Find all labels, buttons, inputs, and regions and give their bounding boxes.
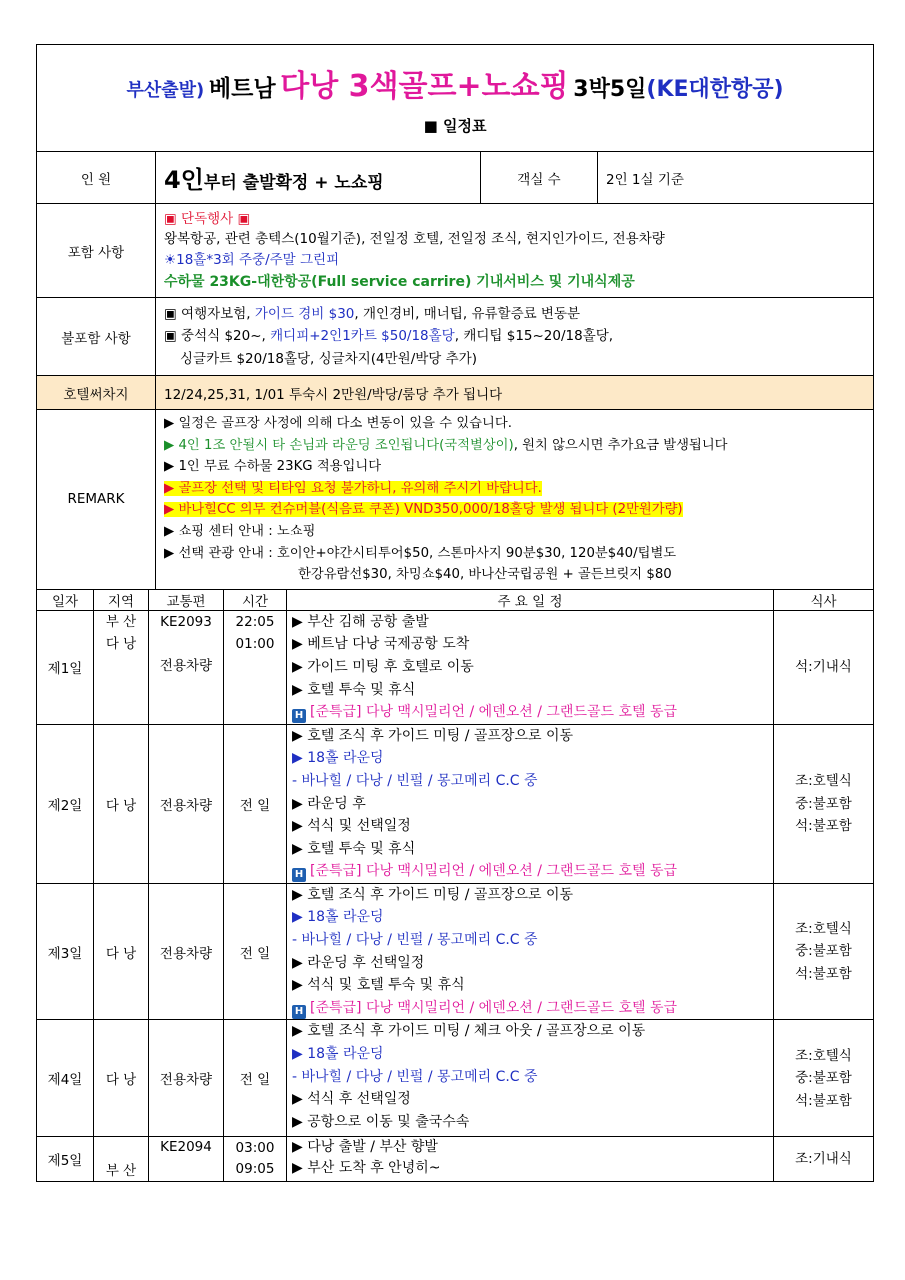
remark-3: ▶ 1인 무료 수하물 23KG 적용입니다 — [164, 459, 382, 475]
day-transport: 전용차량 — [149, 1020, 224, 1137]
title-airline: (KE대한항공) — [646, 76, 784, 102]
day-region — [94, 610, 149, 724]
header-time: 시간 — [224, 589, 287, 610]
day-row — [37, 724, 874, 883]
header-meal: 식사 — [774, 589, 874, 610]
time-2: 09:05 — [235, 1161, 275, 1178]
schedule-line: ▶ 석식 및 선택일정 — [292, 818, 411, 835]
day-region: 다 낭 — [94, 1020, 149, 1137]
excluded-guide-fee: 가이드 경비 $30 — [254, 305, 355, 322]
hotel-h-icon: H — [292, 1005, 306, 1019]
remark-4-text: ▶ 골프장 선택 및 티타임 요청 불가하니, 유의해 주시기 바랍니다. — [164, 480, 542, 496]
remark-5-text: ▶ 바나힐CC 의무 컨슈머블(식음료 쿠폰) VND350,000/18홀당 발생 됩니다 (2만원가량) — [164, 502, 683, 518]
people-rest: 부터 출발확정 + 노쇼핑 — [203, 173, 384, 193]
day-meal: 석:기내식 — [774, 610, 874, 724]
schedule-line: ▶ 호텔 투숙 및 휴식 — [292, 681, 416, 698]
title-main: 다낭 3색골프+노쇼핑 — [280, 68, 569, 104]
people-bold: 4인 — [164, 166, 204, 194]
hotel-line — [287, 997, 773, 1020]
day-transport: 전용차량 — [149, 724, 224, 883]
remark-1: ▶ 일정은 골프장 사정에 의해 다소 변동이 있을 수 있습니다. — [164, 416, 512, 431]
remark-4 — [164, 478, 865, 500]
excluded-caddie-fee: 캐디피+2인1카트 $50/18홀당 — [270, 328, 455, 345]
time-2: 01:00 — [235, 635, 275, 652]
hotel-line — [287, 860, 773, 883]
subtitle: ■ 일정표 — [423, 116, 487, 135]
included-items: 왕복항공, 관련 총텍스(10월기준), 전일정 호텔, 전일정 조식, 현지인가이드, 전용차량 — [164, 230, 665, 247]
day-row — [37, 883, 874, 1020]
included-label: 포함 사항 — [37, 204, 156, 298]
surcharge-value: 12/24,25,31, 1/01 투숙시 2만원/박당/룸당 추가 됩니다 — [156, 376, 874, 410]
day-label: 제1일 — [37, 610, 94, 724]
schedule-line: - 바나힐 / 다낭 / 빈펄 / 몽고메리 C.C 중 — [292, 932, 538, 949]
day-time — [224, 1137, 287, 1182]
meal-breakfast: 조:호텔식 — [795, 920, 852, 937]
rooms-value: 2인 1실 기준 — [598, 152, 874, 204]
day-meal — [774, 724, 874, 883]
schedule-line: ▶ 베트남 다낭 국제공항 도착 — [292, 636, 470, 653]
day-meal — [774, 1020, 874, 1137]
schedule-line: ▶ 18홀 라운딩 — [292, 1046, 384, 1063]
day-row — [37, 1020, 874, 1137]
header-transport: 교통편 — [149, 589, 224, 610]
hotel-text: [준특급] 다낭 맥시밀리언 / 에덴오션 / 그랜드골드 호텔 동급 — [310, 863, 678, 880]
schedule-line: - 바나힐 / 다낭 / 빈펄 / 몽고메리 C.C 중 — [292, 1068, 538, 1085]
day-time — [224, 610, 287, 724]
meal-dinner: 석:불포함 — [795, 818, 852, 835]
region-1: 부 산 — [105, 613, 137, 630]
day-label: 제2일 — [37, 724, 94, 883]
included-greenfee: ☀18홀*3회 주중/주말 그린피 — [164, 251, 340, 268]
day-row — [37, 610, 874, 724]
schedule-line: ▶ 18홀 라운딩 — [292, 750, 384, 767]
day-schedule — [287, 1137, 774, 1182]
meal-breakfast: 조:호텔식 — [795, 1047, 852, 1064]
excluded-line1 — [164, 303, 865, 326]
day-label: 제4일 — [37, 1020, 94, 1137]
title-duration: 3박5일 — [573, 76, 647, 102]
day-time: 전 일 — [224, 1020, 287, 1137]
day-region: 다 낭 — [94, 883, 149, 1020]
day-schedule — [287, 610, 774, 724]
meal-breakfast: 조:호텔식 — [795, 773, 852, 790]
schedule-line: ▶ 호텔 투숙 및 휴식 — [292, 840, 416, 857]
remark-8: 한강유람선$30, 차밍쇼$40, 바나산국립공원 + 골든브릿지 $80 — [298, 567, 672, 583]
schedule-line: ▶ 가이드 미팅 후 호텔로 이동 — [292, 658, 474, 675]
day-region: 부 산 — [94, 1137, 149, 1182]
page-title — [37, 61, 873, 105]
day-meal — [774, 883, 874, 1020]
day-transport — [149, 610, 224, 724]
remark-label: REMARK — [37, 410, 156, 590]
hotel-h-icon: H — [292, 868, 306, 882]
day-transport: 전용차량 — [149, 883, 224, 1020]
excluded-line3: 싱글카트 $20/18홀당, 싱글차지(4만원/박당 추가) — [180, 350, 477, 367]
meal-lunch: 중:불포함 — [795, 795, 852, 812]
schedule-line: ▶ 호텔 조식 후 가이드 미팅 / 골프장으로 이동 — [292, 886, 573, 903]
day-schedule — [287, 883, 774, 1020]
time-1: 03:00 — [235, 1140, 275, 1157]
people-value — [156, 152, 481, 204]
meal-dinner: 석:불포함 — [795, 1092, 852, 1109]
excluded-l2a: ▣ 중석식 $20~, — [164, 328, 271, 345]
info-table — [36, 44, 874, 590]
day-schedule — [287, 724, 774, 883]
day-meal: 조:기내식 — [774, 1137, 874, 1182]
included-exclusive: ▣ 단독행사 ▣ — [164, 210, 251, 227]
excluded-l2c: , 캐디팁 $15~20/18홀당, — [454, 328, 614, 345]
flight-number: KE2093 — [160, 613, 212, 630]
hotel-text: [준특급] 다낭 맥시밀리언 / 에덴오션 / 그랜드골드 호텔 동급 — [310, 704, 678, 721]
title-cell — [37, 45, 874, 152]
transport-vehicle: 전용차량 — [159, 657, 213, 674]
day-label: 제3일 — [37, 883, 94, 1020]
surcharge-label: 호텔써차지 — [37, 376, 156, 410]
meal-dinner: 석:불포함 — [795, 965, 852, 982]
schedule-line: ▶ 라운딩 후 — [292, 795, 366, 812]
schedule-line: ▶ 라운딩 후 선택일정 — [292, 954, 425, 971]
schedule-header — [37, 589, 874, 610]
remark-cell — [156, 410, 874, 590]
day-row — [37, 1137, 874, 1182]
excluded-l1c: , 개인경비, 매너팁, 유류할증료 변동분 — [354, 305, 581, 322]
schedule-line: ▶ 석식 후 선택일정 — [292, 1091, 411, 1108]
schedule-line: ▶ 공항으로 이동 및 출국수속 — [292, 1113, 470, 1130]
time-1: 22:05 — [235, 613, 275, 630]
day-region: 다 낭 — [94, 724, 149, 883]
itinerary-document — [36, 44, 873, 1182]
remark-6: ▶ 쇼핑 센터 안내 : 노쇼핑 — [164, 523, 316, 539]
schedule-line: ▶ 부산 도착 후 안녕히~ — [292, 1160, 441, 1177]
hotel-text: [준특급] 다낭 맥시밀리언 / 에덴오션 / 그랜드골드 호텔 동급 — [310, 999, 678, 1016]
schedule-line: ▶ 부산 김해 공항 출발 — [292, 613, 429, 630]
remark-2b: , 원치 않으시면 추가요금 발생됩니다 — [513, 437, 728, 453]
people-label: 인 원 — [37, 152, 156, 204]
schedule-line: - 바나힐 / 다낭 / 빈펄 / 몽고메리 C.C 중 — [292, 772, 538, 789]
schedule-line: ▶ 석식 및 호텔 투숙 및 휴식 — [292, 977, 465, 994]
schedule-table — [36, 589, 874, 1183]
excluded-cell — [156, 298, 874, 376]
title-departure: 부산출발) — [126, 79, 205, 101]
day-label: 제5일 — [37, 1137, 94, 1182]
header-region: 지역 — [94, 589, 149, 610]
remark-2a: ▶ 4인 1조 안될시 타 손님과 라운딩 조인됩니다(국적별상이) — [164, 437, 514, 453]
schedule-line: ▶ 다낭 출발 / 부산 향발 — [292, 1139, 438, 1156]
header-main: 주 요 일 정 — [287, 589, 774, 610]
schedule-line: ▶ 호텔 조식 후 가이드 미팅 / 골프장으로 이동 — [292, 727, 573, 744]
excluded-line2 — [164, 325, 865, 348]
meal-lunch: 중:불포함 — [795, 943, 852, 960]
hotel-line — [287, 701, 773, 724]
day-transport: KE2094 — [149, 1137, 224, 1182]
remark-7: ▶ 선택 관광 안내 : 호이안+야간시티투어$50, 스톤마사지 90분$30, 120분$40/팁별도 — [164, 545, 677, 561]
title-country: 베트남 — [208, 75, 276, 102]
hotel-h-icon: H — [292, 709, 306, 723]
remark-5 — [164, 499, 865, 521]
schedule-line: ▶ 18홀 라운딩 — [292, 909, 384, 926]
included-baggage: 수하물 23KG-대한항공(Full service carrire) 기내서비스 및 기내식제공 — [164, 273, 635, 290]
excluded-label: 불포함 사항 — [37, 298, 156, 376]
remark-2 — [164, 435, 865, 457]
day-time: 전 일 — [224, 883, 287, 1020]
region-2: 다 낭 — [105, 635, 137, 652]
meal-lunch: 중:불포함 — [795, 1070, 852, 1087]
excluded-l1a: ▣ 여행자보험, — [164, 305, 255, 322]
day-time: 전 일 — [224, 724, 287, 883]
included-cell — [156, 204, 874, 298]
schedule-line: ▶ 호텔 조식 후 가이드 미팅 / 체크 아웃 / 골프장으로 이동 — [292, 1023, 646, 1040]
day-schedule — [287, 1020, 774, 1137]
header-day: 일자 — [37, 589, 94, 610]
rooms-label: 객실 수 — [481, 152, 598, 204]
